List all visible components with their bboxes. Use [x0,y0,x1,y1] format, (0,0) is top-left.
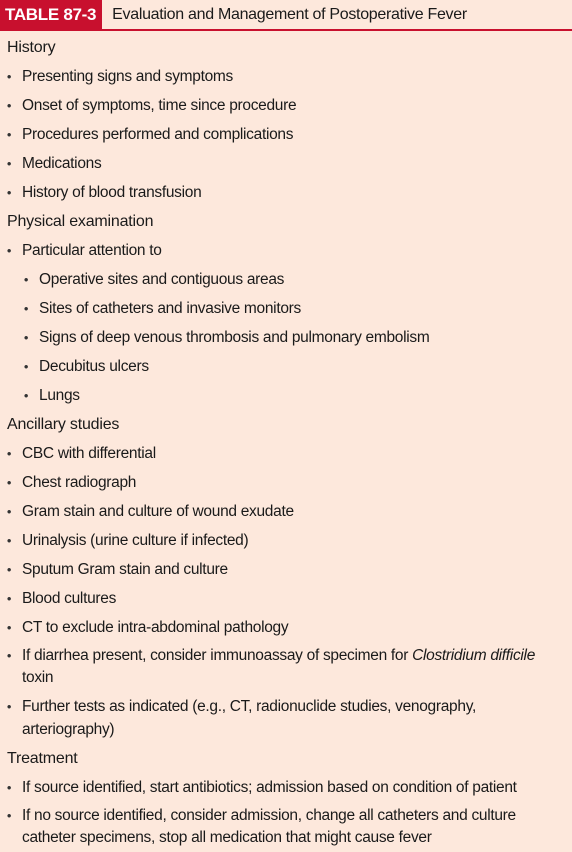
list-item [0,584,572,613]
list-item-text: Blood cultures [22,590,117,607]
sub-list-item-text: Decubitus ulcers [39,358,149,375]
list-item [0,439,572,468]
bullet-icon: • [6,69,12,84]
list-item [0,120,572,149]
bullet-icon: • [6,98,12,113]
section-heading-physical-examination: Physical examination [7,213,154,230]
list-item-text: Further tests as indicated (e.g., CT, radionuclide studies, venography, arteriography) [22,698,476,738]
diarrhea-text-after: toxin [22,669,54,686]
list-item-text: Onset of symptoms, time since procedure [22,97,297,114]
list-item [0,555,572,584]
sub-list-item-text: Operative sites and contiguous areas [39,271,285,288]
list-item-text: Sputum Gram stain and culture [22,561,228,578]
bullet-icon: • [6,127,12,142]
list-item-text: Particular attention to [22,242,162,259]
list-item-text [22,645,572,689]
list-item-text: CT to exclude intra-abdominal pathology [22,619,289,636]
bullet-icon: • [6,648,12,663]
list-item [0,178,572,207]
list-item [0,773,572,802]
sub-list-item [0,294,572,323]
list-item-text: Chest radiograph [22,474,137,491]
sub-list-item-text: Sites of catheters and invasive monitors [39,300,301,317]
bullet-icon: • [23,272,29,287]
list-item-text: If no source identified, consider admission, change all catheters and culture catheter specimens, stop all medication that might cause fever [22,807,516,846]
section-heading-history: History [7,39,56,56]
bullet-icon: • [6,533,12,548]
bullet-icon: • [23,388,29,403]
list-item [0,692,572,744]
bullet-icon: • [6,780,12,795]
sub-list-item-text: Signs of deep venous thrombosis and pulmonary embolism [39,329,430,346]
list-item [0,642,572,692]
sub-list-item [0,381,572,410]
list-item [0,236,572,265]
sub-list-item [0,265,572,294]
bullet-icon: • [6,446,12,461]
bullet-icon: • [23,359,29,374]
list-item [0,468,572,497]
table-header [0,0,572,31]
list-item [0,91,572,120]
sub-list-item [0,323,572,352]
organism-name: Clostridium difficile [412,647,536,664]
list-item-text: If source identified, start antibiotics; admission based on condition of patient [22,779,517,796]
bullet-icon: • [23,330,29,345]
section-heading-ancillary-studies: Ancillary studies [7,416,120,433]
bullet-icon: • [6,243,12,258]
sub-list-item-text: Lungs [39,387,80,404]
list-item-text: Medications [22,155,102,172]
bullet-icon: • [6,504,12,519]
list-item-text: History of blood transfusion [22,184,202,201]
list-item-text: Gram stain and culture of wound exudate [22,503,294,520]
bullet-icon: • [6,185,12,200]
bullet-icon: • [6,591,12,606]
diarrhea-text-before: If diarrhea present, consider immunoassay of specimen for [22,647,413,664]
table-body [0,31,572,852]
sub-list-item [0,352,572,381]
list-item [0,62,572,91]
section-heading-treatment: Treatment [7,750,78,767]
list-item-text: Procedures performed and complications [22,126,294,143]
bullet-icon: • [23,301,29,316]
list-item [0,802,572,852]
bullet-icon: • [6,699,12,714]
bullet-icon: • [6,475,12,490]
table-number-label: TABLE 87-3 [0,0,102,29]
list-item-text: Presenting signs and symptoms [22,68,233,85]
bullet-icon: • [6,808,12,823]
bullet-icon: • [6,156,12,171]
bullet-icon: • [6,620,12,635]
list-item-text: Urinalysis (urine culture if infected) [22,532,249,549]
list-item [0,149,572,178]
table-title: Evaluation and Management of Postoperative Fever [112,5,467,23]
list-item [0,526,572,555]
list-item-text: CBC with differential [22,445,156,462]
list-item [0,497,572,526]
list-item [0,613,572,642]
bullet-icon: • [6,562,12,577]
